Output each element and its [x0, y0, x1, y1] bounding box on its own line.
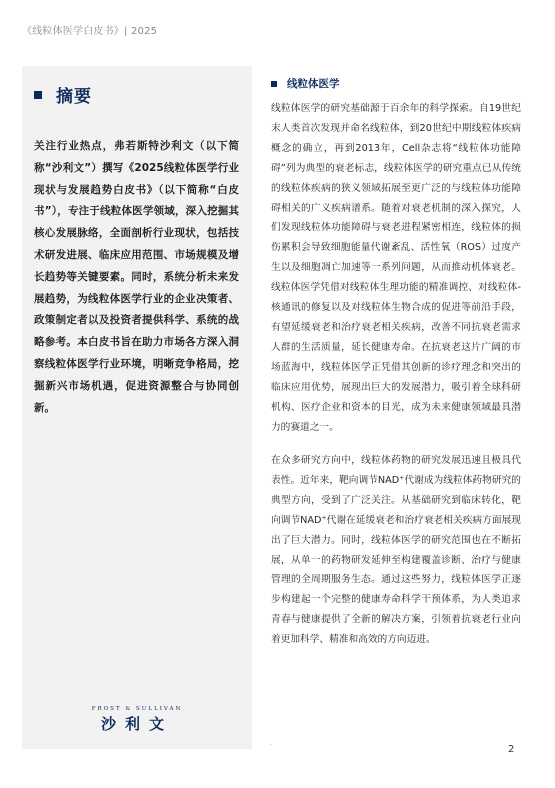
section-heading-wrapper: [271, 76, 521, 91]
brand-logo-cn: 沙利文: [100, 715, 173, 733]
brand-logo-en: FROST & SULLIVAN: [91, 706, 183, 712]
summary-title: 摘要: [56, 87, 92, 107]
section-paragraph-1: 线粒体医学的研究基础源于百余年的科学探索。自19世纪末人类首次发现并命名线粒体，到20世纪中期线粒体疾病概念的确立，再到2013年，Cell杂志将“线粒体功能障碍”列为典型的衰老标志，线粒体医学的研究重点已从传统的线粒体疾病的狭义领域拓展至更广泛的与线粒体功能障碍相关的广义疾病谱系。随着对衰老机制的深入探究，人们发现线粒体功能障碍与衰老进程紧密相连，线粒体的损伤累积会导致细胞能量代谢紊乱、活性氧（ROS）过度产生以及细胞凋亡加速等一系列问题，从而推动机体衰老。线粒体医学凭借对线粒体生理功能的精准调控、对线粒体-核通讯的修复以及对线粒体生物合成的促进等前沿手段，有望延缓衰老和治疗衰老相关疾病，改善不同抗衰老需求人群的生活质量，延长健康寿命。在抗衰老这片广阔的市场蓝海中，线粒体医学正凭借其创新的诊疗理念和突出的临床应用优势，展现出巨大的发展潜力，吸引着全球科研机构、医疗企业和资本的目光，成为未来健康领域最具潜力的赛道之一。: [271, 103, 521, 433]
section-paragraph-2: 在众多研究方向中，线粒体药物的研究发展迅速且极具代表性。近年来，靶向调节NAD⁺代谢成为线粒体药物研究的典型方向，受到了广泛关注。从基础研究到临床转化，靶向调节NAD⁺代谢在延缓衰老和治疗衰老相关疾病方面展现出了巨大潜力。同时，线粒体医学的研究范围也在不断拓展，从单一的药物研发延伸至构建覆盖诊断、治疗与健康管理的全周期服务生态。通过这些努力，线粒体医学正逐步构建起一个完整的健康寿命科学干预体系，为人类追求青春与健康提供了全新的解决方案，引领着抗衰老行业向着更加科学、精准和高效的方向迈进。: [271, 455, 521, 646]
square-bullet-icon: [34, 91, 42, 99]
section-heading: [271, 76, 521, 91]
square-bullet-icon: [271, 81, 277, 87]
summary-body: 关注行业热点，弗若斯特沙利文（以下简称“沙利文”）撰写《2025线粒体医学行业现状与发展趋势白皮书》（以下简称“白皮书”），专注于线粒体医学领域，深入挖掘其核心发展脉络，全面剖析行业现状，包括技术研发进展、临床应用范围、市场规模及增长趋势等关键要素。同时，系统分析未来发展趋势，为线粒体医学行业的企业决策者、政策制定者以及投资者提供科学、系统的战略参考。本白皮书旨在助力市场各方深入洞察线粒体医学行业环境，明晰竞争格局，挖掘新兴市场机遇，促进资源整合与协同创新。: [34, 140, 239, 414]
brand-logo: [22, 706, 252, 734]
summary-heading: [34, 82, 92, 107]
document-header-title: 《线粒体医学白皮书》| 2025: [22, 26, 158, 37]
page-number: 2: [508, 744, 515, 755]
section-title: 线粒体医学: [287, 78, 340, 90]
summary-panel: [22, 66, 252, 749]
footer-dot: ·: [270, 742, 272, 749]
